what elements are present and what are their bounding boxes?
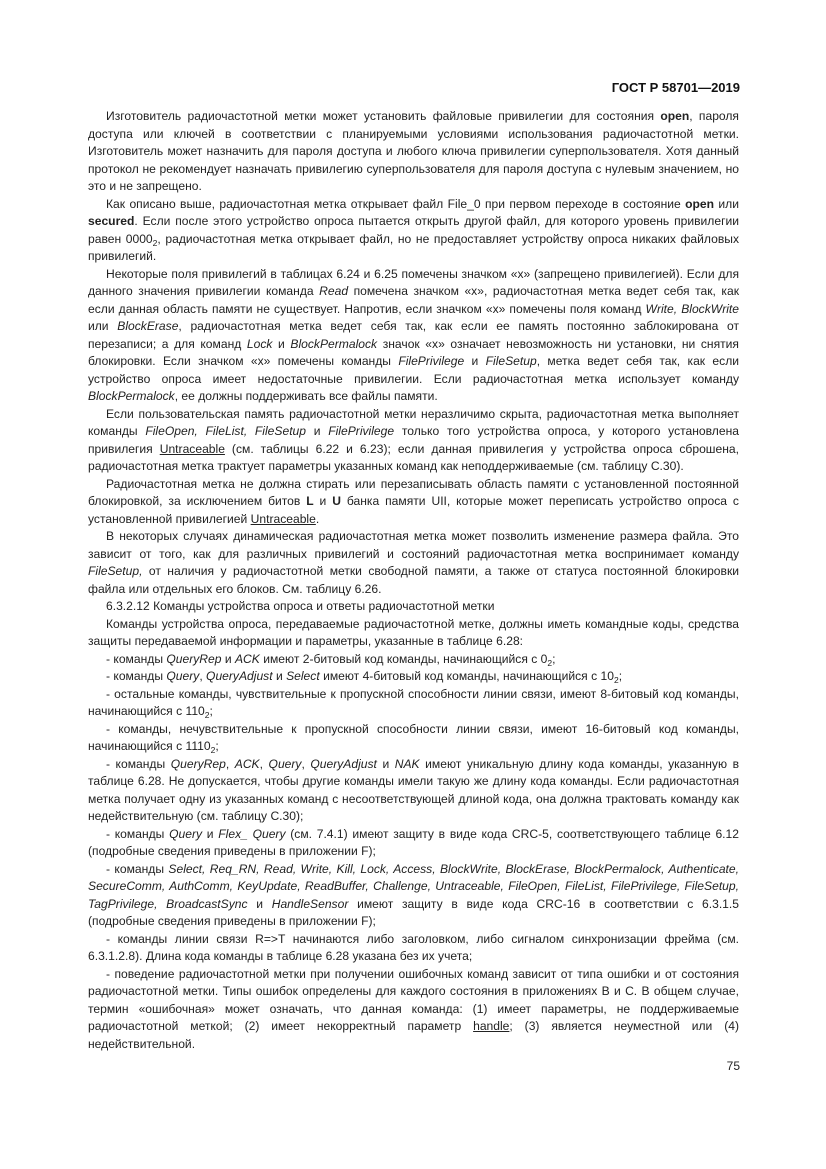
paragraph-hidden-user-memory: Если пользовательская память радиочастотной метки неразличимо скрыта, радиочастотная метка выполняет команды FileOpen, FileList, FileSetup и FilePrivilege только того устройства опроса, у которого установлена привилегия Untraceable (см. таблицы 6.22 и 6.23); если данная привилегия у устройства опроса сброшена, радиочастотная метка трактует параметры указанных команд как неподдерживаемые (см. таблицу C.30). bbox=[88, 406, 739, 473]
body-text bbox=[88, 108, 739, 1053]
paragraph-file-resize: В некоторых случаях динамическая радиочастотная метка может позволить изменение размера файла. Это зависит от того, как для различных привилегий и состояний радиочастотная метка воспринимает команду FileSetup, от наличия у радиочастотной метки свободной памяти, а также от статуса постоянной блокировки файла или отдельных его блоков. См. таблицу 6.26. bbox=[88, 529, 739, 596]
paragraph-permalock: Радиочастотная метка не должна стирать или перезаписывать область памяти с установленной постоянной блокировкой, за исключением битов L и U банка памяти UII, которые может переписать устройство опроса с установленной привилегией Untraceable. bbox=[88, 476, 739, 526]
section-heading-6-3-2-12: 6.3.2.12 Команды устройства опроса и ответы радиочастотной метки bbox=[106, 599, 495, 613]
list-item-8bit: - остальные команды, чувствительные к пропускной способности линии связи, имеют 8-битовый код команды, начинающийся с $110_2$; bbox=[88, 686, 739, 720]
list-item-erroneous-commands: - поведение радиочастотной метки при получении ошибочных команд зависит от типа ошибки и от состояния радиочастотной метки. Типы ошибок определены для каждого состояния в приложениях B и C. В общем случае, термин «ошибочная» может означать, что данная команда: (1) имеет параметры, не поддерживаемые радиочастотной меткой; (2) имеет некорректный параметр handle; (3) является неуместной или (4) недействительной. bbox=[88, 966, 739, 1051]
page-number: 75 bbox=[726, 1059, 740, 1073]
list-item-crc16: - команды Select, Req_RN, Read, Write, Kill, Lock, Access, BlockWrite, BlockErase, BlockPermalock, Authenticate, SecureComm, AuthComm, KeyUpdate, ReadBuffer, Challenge, Untraceable, FileOpen, FileList, FilePrivilege, FileSetup, TagPrivilege, BroadcastSync и HandleSensor имеют защиту в виде кода CRC-16 в соответствии с 6.3.1.5 (подробные сведения приведены в приложении F); bbox=[88, 861, 739, 928]
paragraph-privilege-x-marks: Некоторые поля привилегий в таблицах 6.24 и 6.25 помечены значком «x» (запрещено привилегией). Если для данного значения привилегии команда Read помечена значком «x», радиочастотная метка ведет себя так, как если данная область памяти не существует. Напротив, если значком «x» помечены поля команд Write, BlockWrite или BlockErase, радиочастотная метка ведет себя так, как если ее память постоянно заблокирована от перезаписи; а для команд Lock и BlockPermalock значок «x» означает невозможность ни установки, ни снятия блокировки. Если значком «x» помечены команды FilePrivilege и FileSetup, метка ведет себя так, как если устройство опроса имеет недостаточные привилегии. Если радиочастотная метка использует команду BlockPermalock, ее должны поддерживать все файлы памяти. bbox=[88, 266, 740, 403]
paragraph-command-codes: Команды устройства опроса, передаваемые радиочастотной метке, должны иметь командные коды, средства защиты передаваемой информации и параметры, указанные в таблице 6.28: bbox=[88, 616, 739, 648]
list-item-crc5: - команды Query и Flex_ Query (см. 7.4.1) имеют защиту в виде кода CRC-5, соответствующего таблице 6.12 (подробные сведения приведены в приложении F); bbox=[88, 826, 739, 858]
paragraph-file-0: Как описано выше, радиочастотная метка открывает файл File_0 при первом переходе в состояние open или secured. Если после этого устройство опроса пытается открыть другой файл, для которого уровень привилегии равен $0000_2$, радиочастотная метка открывает файл, но не предоставляет устройству опроса никаких файловых привилегий. bbox=[88, 196, 739, 263]
list-item-2bit: - команды QueryRep и ACK имеют 2-битовый код команды, начинающийся с $0_2$; bbox=[106, 651, 556, 668]
list-item-unique-length: - команды QueryRep, ACK, Query, QueryAdjust и NAK имеют уникальную длину кода команды, указанную в таблице 6.28. Не допускается, чтобы другие команды имели такую же длину кода команды. Если радиочастотная метка получает одну из указанных команд с несоответствующей длиной кода, она должна трактовать команду как недействительную (см. таблицу C.30); bbox=[88, 756, 740, 823]
paragraph-file-privileges: Изготовитель радиочастотной метки может установить файловые привилегии для состояния open, пароля доступа или ключей в соответствии с планируемыми условиями использования радиочастотной метки. Изготовитель может назначить для пароля доступа и любого ключа привилегии суперпользователя. Хотя данный протокол не рекомендует назначать привилегию суперпользователя для пароля доступа с нулевым значением, но это и не запрещено. bbox=[88, 109, 739, 193]
standard-designation: ГОСТ Р 58701—2019 bbox=[611, 80, 740, 95]
list-item-16bit: - команды, нечувствительные к пропускной способности линии связи, имеют 16-битовый код команды, начинающийся с $1110_2$; bbox=[88, 721, 739, 755]
list-item-rt-preamble: - команды линии связи R=>T начинаются либо заголовком, либо сигналом синхронизации фрейма (см. 6.3.1.2.8). Длина кода команды в таблице 6.28 указана без их учета; bbox=[88, 931, 739, 963]
list-item-4bit: - команды Query, QueryAdjust и Select имеют 4-битовый код команды, начинающийся с $10_2$; bbox=[106, 669, 623, 685]
